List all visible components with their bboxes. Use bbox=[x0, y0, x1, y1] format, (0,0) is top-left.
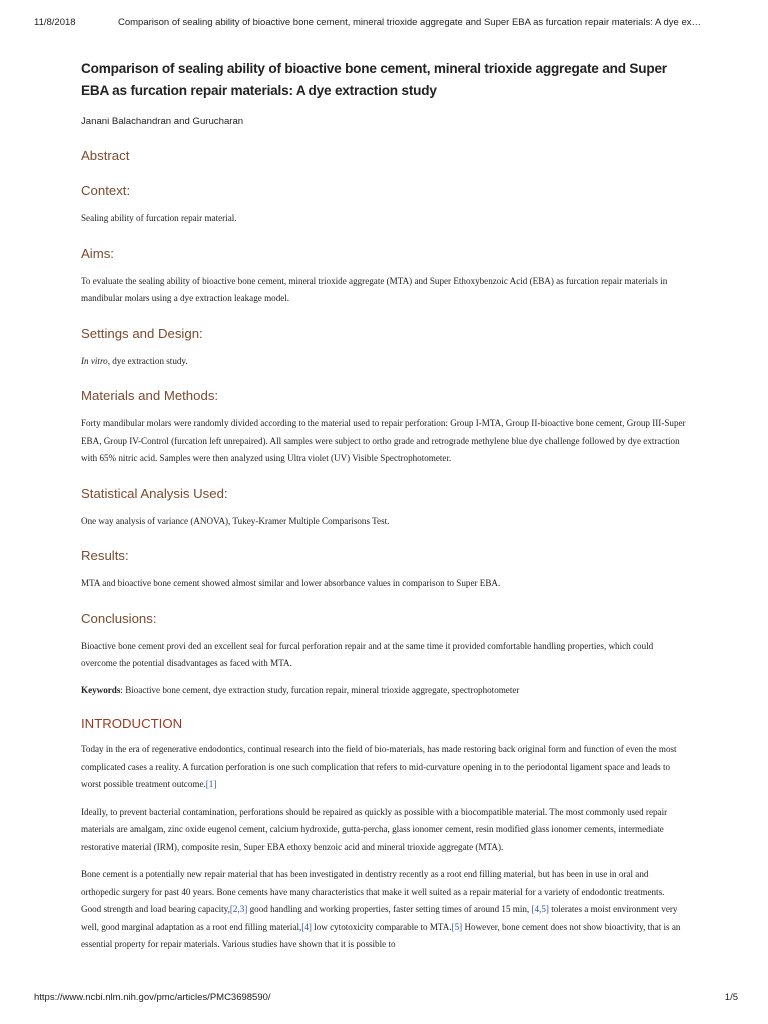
intro-p1-text: Today in the era of regenerative endodontics, continual research into the field of bio-materials, has made restoring back original form and function of even the most complicated cases a reality. A furcation perforation is one such complication that refers to mid-curvature opening in to the periodontal ligament space and leads to worst possible treatment outcome. bbox=[81, 744, 677, 789]
keywords-label: Keywords bbox=[81, 684, 121, 695]
keywords-separator: : bbox=[120, 684, 126, 695]
context-text: Sealing ability of furcation repair material. bbox=[81, 213, 237, 223]
intro-p3-text: Bone cement is a potentially new repair material that has been investigated in dentistry recently as a root end filling material, but has been in use in oral and orthopedic surgery for past 40 years. Bone cements have many characteristics that make it well suited as a repair material for a variety of endodontic treatments. Good strength and load bearing capacity, bbox=[81, 869, 665, 914]
methods-text: Forty mandibular molars were randomly divided according to the material used to repair perforation: Group I-MTA, Group II-bioactive bone cement, Group III-Super EBA, Group IV-Control (furcation left unrepaired). All samples were subject to ortho grade and retrograde methylene blue dye challenge followed by dye extraction with 65% nitric acid. Samples were then analyzed using Ultra violet (UV) Visible Spectrophotometer. bbox=[81, 418, 686, 463]
page-number: 1/5 bbox=[724, 992, 738, 1003]
results-heading: Results: bbox=[81, 548, 129, 563]
section-aims bbox=[81, 245, 686, 308]
intro-p3-text: tolerates a moist environment very well, good marginal adaptation as a root end filling material, bbox=[81, 904, 678, 932]
section-results bbox=[81, 547, 686, 593]
conclusions-text: Bioactive bone cement provi ded an excellent seal for furcal perforation repair and at the same time it provided comfortable handling properties, which could overcome the potential disadvantages as faced with MTA. bbox=[81, 640, 654, 668]
intro-p3-text: low cytotoxicity comparable to MTA. bbox=[311, 921, 452, 932]
intro-p3-text: good handling and working properties, faster setting times of around 15 min, bbox=[247, 904, 532, 914]
results-text: MTA and bioactive bone cement showed almost similar and lower absorbance values in comparison to Super EBA. bbox=[81, 578, 501, 588]
article-title: Comparison of sealing ability of bioactive bone cement, mineral trioxide aggregate and Super EBA as furcation repair materials: A dye extraction study bbox=[81, 61, 667, 98]
settings-italic: In vitro bbox=[81, 355, 108, 366]
section-context bbox=[81, 182, 686, 228]
context-heading: Context: bbox=[81, 183, 131, 198]
section-settings bbox=[81, 325, 686, 371]
settings-paragraph bbox=[81, 353, 686, 371]
keywords bbox=[81, 682, 686, 700]
introduction-heading: INTRODUCTION bbox=[81, 716, 183, 731]
conclusions-heading: Conclusions: bbox=[81, 610, 157, 626]
intro-paragraph-3 bbox=[81, 866, 686, 954]
print-date: 11/8/2018 bbox=[34, 17, 76, 28]
print-doc-title: Comparison of sealing ability of bioactive bone cement, mineral trioxide aggregate and Super EBA as furcation repair materials: A dye ex… bbox=[118, 17, 701, 28]
section-conclusions bbox=[81, 610, 686, 673]
intro-p3-text: However, bone cement does not show bioactivity, that is an essential property for repair materials. Various studies have shown that it is possible to bbox=[81, 921, 681, 949]
citation-link[interactable]: [5] bbox=[451, 921, 463, 932]
citation-link[interactable]: [4] bbox=[301, 921, 312, 932]
citation-link[interactable]: [4,5] bbox=[531, 904, 549, 914]
abstract-heading: Abstract bbox=[81, 148, 130, 163]
aims-text: To evaluate the sealing ability of bioactive bone cement, mineral trioxide aggregate (MTA) and Super Ethoxybenzoic Acid (EBA) as furcation repair materials in mandibular molars using a dye extraction leakage model. bbox=[81, 275, 668, 303]
section-methods bbox=[81, 387, 686, 468]
intro-paragraph-2: Ideally, to prevent bacterial contamination, perforations should be repaired as quickly as possible with a biocompatible material. The most commonly used repair materials are amalgam, zinc oxide eugenol cement, calcium hydroxide, gutta-percha, glass ionomer cement, resin modified glass ionomer cements, intermediate restorative material (IRM), composite resin, Super EBA ethoxy benzoic acid and mineral trioxide aggregate (MTA). bbox=[81, 806, 668, 852]
citation-link[interactable]: [1] bbox=[205, 779, 217, 789]
intro-paragraph-1 bbox=[81, 741, 686, 794]
article-authors: Janani Balachandran and Gurucharan bbox=[81, 116, 244, 127]
methods-heading: Materials and Methods: bbox=[81, 388, 219, 403]
settings-text: , dye extraction study. bbox=[107, 355, 188, 366]
stats-heading: Statistical Analysis Used: bbox=[81, 485, 228, 501]
section-introduction bbox=[81, 715, 686, 954]
citation-link[interactable]: [2,3] bbox=[229, 904, 248, 914]
print-url: https://www.ncbi.nlm.nih.gov/pmc/articles/PMC3698590/ bbox=[34, 992, 271, 1003]
aims-heading: Aims: bbox=[81, 245, 114, 261]
article bbox=[81, 58, 686, 954]
keywords-text: Bioactive bone cement, dye extraction study, furcation repair, mineral trioxide aggregate, spectrophotometer bbox=[125, 684, 520, 695]
settings-heading: Settings and Design: bbox=[81, 325, 203, 341]
section-stats bbox=[81, 485, 686, 531]
stats-text: One way analysis of variance (ANOVA), Tukey-Kramer Multiple Comparisons Test. bbox=[81, 515, 390, 526]
